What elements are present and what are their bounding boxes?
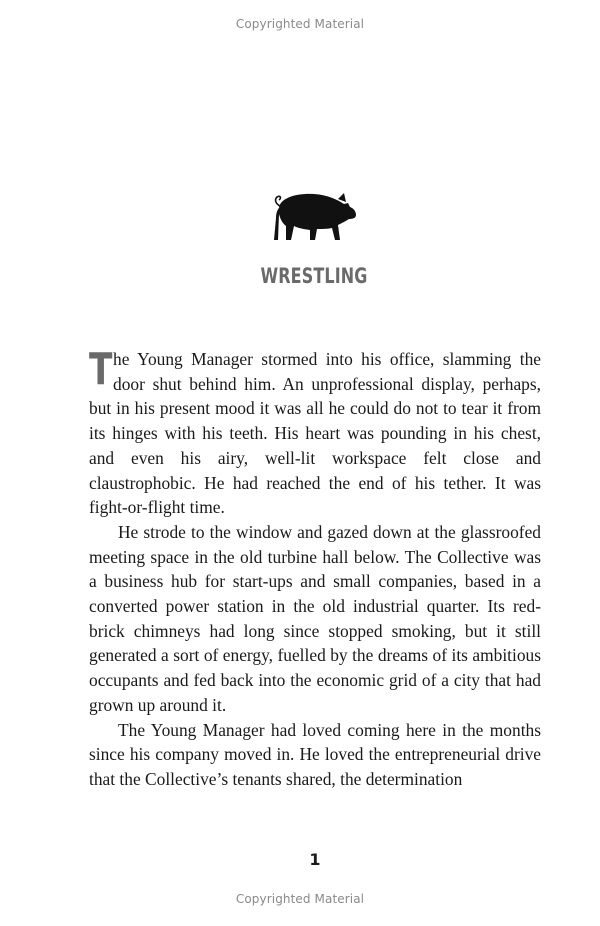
paragraph-1-text: he Young Manager stormed into his office, slamming the door shut behind him. An unprofessional display, perhaps, but in his present mood it was all he could do not to tear it from its hinges with his teeth. His heart was pounding in his chest, and even his airy, well-lit workspace felt close and claustrophobic. He had reached the end of his tether. It was fight-or-flight time.	[89, 349, 541, 518]
paragraph-1	[89, 344, 541, 520]
paragraph-2: He strode to the window and gazed down at the glassroofed meeting space in the old turbine hall below. The Collective was a business hub for start-ups and small companies, based in a converted power station in the old industrial quarter. Its red-brick chimneys had long since stopped smoking, but it still generated a sort of energy, fuelled by the dreams of its ambitious occupants and fed back into the economic grid of a city that had grown up around it.	[89, 521, 541, 715]
copyright-watermark-top: Copyrighted Material	[235, 17, 365, 31]
chapter-title: WRESTLING	[260, 264, 368, 288]
copyright-watermark-bottom: Copyrighted Material	[235, 892, 365, 906]
page-number: 1	[309, 850, 321, 869]
drop-cap: T	[89, 344, 113, 395]
paragraph-3: The Young Manager had loved coming here in the months since his company moved in. He loved the entrepreneurial drive that the Collective’s tenants shared, the determination	[89, 719, 541, 789]
chapter-body-text	[89, 344, 541, 792]
pig-icon	[270, 188, 360, 244]
